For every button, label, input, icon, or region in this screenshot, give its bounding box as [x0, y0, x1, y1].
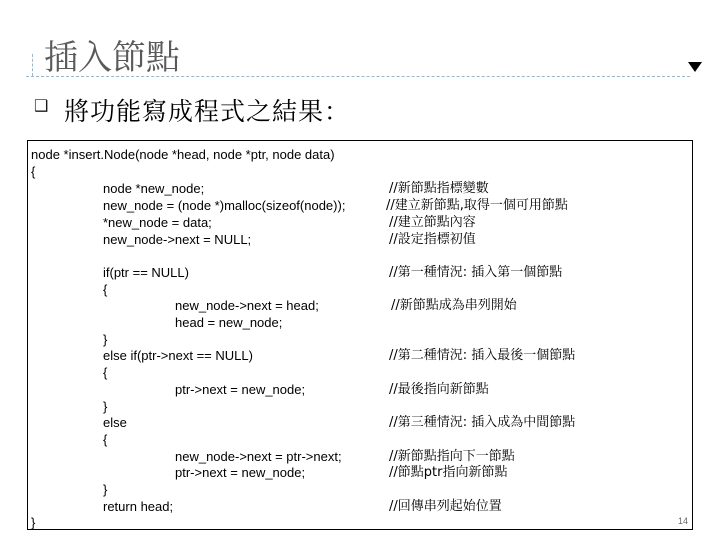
code-comment: //新節點指向下一節點 [389, 449, 515, 464]
slide-title: 插入節點 [44, 38, 180, 78]
code-line: { [31, 164, 36, 179]
title-divider [26, 76, 690, 77]
code-comment: //新節點成為串列開始 [391, 298, 517, 313]
code-line: if(ptr == NULL) [103, 265, 189, 280]
code-comment: //設定指標初值 [389, 232, 476, 247]
code-line: new_node->next = head; [175, 298, 319, 313]
code-line: } [103, 332, 108, 347]
bullet-text: 將功能寫成程式之結果： [64, 97, 351, 126]
code-comment: //第二種情況: 插入最後一個節點 [389, 348, 576, 363]
title-divider-mark [18, 54, 33, 76]
code-line: } [103, 399, 108, 414]
code-line: new_node->next = NULL; [103, 232, 252, 247]
code-line: node *new_node; [103, 181, 205, 196]
code-comment: //第三種情況: 插入成為中間節點 [389, 415, 576, 430]
code-line: node *insert.Node(node *head, node *ptr, node data) [31, 147, 335, 162]
code-comment: //節點ptr指向新節點 [389, 465, 508, 480]
code-comment: //第一種情況: 插入第一個節點 [389, 265, 563, 280]
code-box [27, 140, 693, 530]
code-line: ptr->next = new_node; [175, 465, 306, 480]
code-line: else if(ptr->next == NULL) [103, 348, 253, 363]
code-comment: //回傳串列起始位置 [389, 499, 502, 514]
code-comment: //最後指向新節點 [389, 382, 489, 397]
code-line: else [103, 415, 127, 430]
code-line: { [103, 432, 108, 447]
code-line: head = new_node; [175, 315, 283, 330]
code-comment: //新節點指標變數 [389, 181, 489, 196]
code-line: { [103, 282, 108, 297]
code-line: { [103, 365, 108, 380]
code-line: return head; [103, 499, 174, 514]
code-line: } [103, 482, 108, 497]
code-line: new_node->next = ptr->next; [175, 449, 342, 464]
hollow-square-bullet-icon: ❑ [34, 96, 49, 115]
code-line: } [31, 515, 36, 530]
code-comment: //建立節點內容 [389, 215, 476, 230]
triangle-down-icon [688, 62, 702, 72]
code-line: ptr->next = new_node; [175, 382, 306, 397]
code-comment: //建立新節點,取得一個可用節點 [386, 198, 568, 213]
page-number: 14 [677, 516, 688, 526]
code-line: *new_node = data; [103, 215, 212, 230]
code-line: new_node = (node *)malloc(sizeof(node)); [103, 198, 346, 213]
